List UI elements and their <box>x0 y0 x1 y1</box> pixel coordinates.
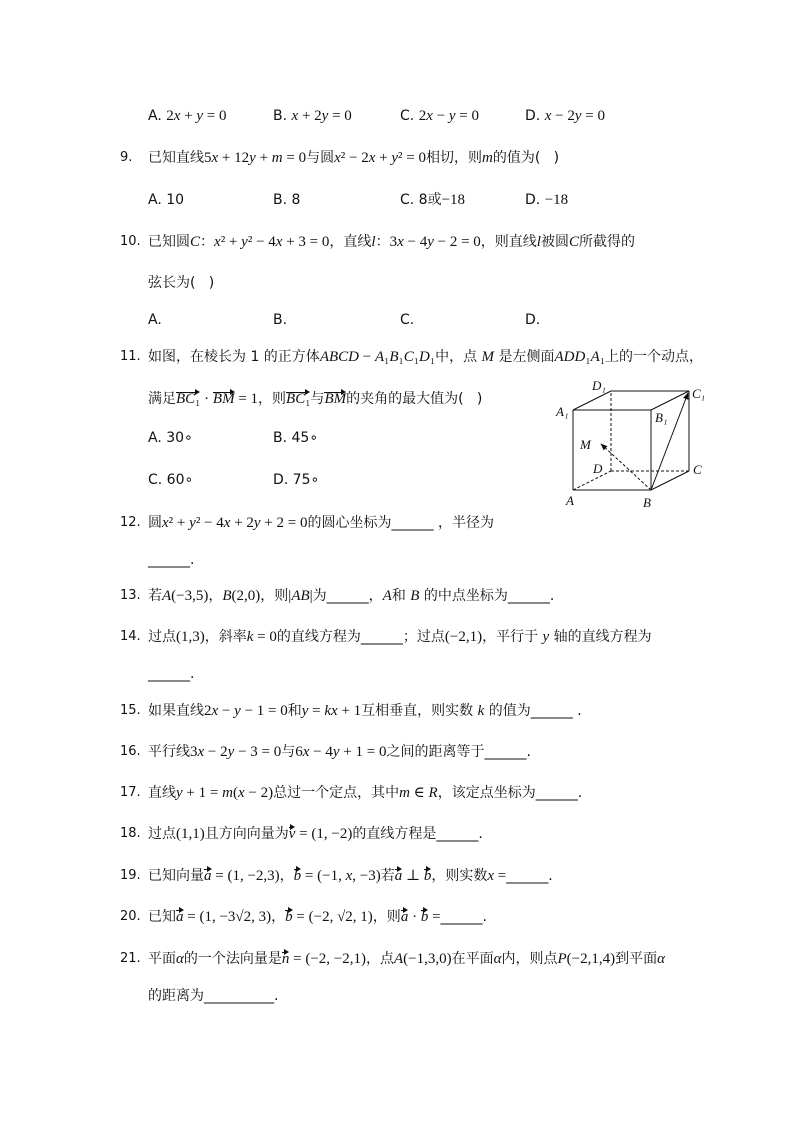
math-variable: A <box>590 349 600 365</box>
question-number: 20. <box>120 909 141 924</box>
text-segment: ，则 <box>258 391 287 407</box>
question-number: 14. <box>120 629 141 644</box>
text-segment: 已知向量 <box>148 868 204 884</box>
math-segment: ADD₁A₁ <box>554 349 605 365</box>
text-segment: 的值为( ) <box>492 150 560 166</box>
math-segment <box>190 234 200 250</box>
q10-stem-line-1 <box>148 231 635 253</box>
math-segment: 2x + y = 0 <box>166 108 227 124</box>
math-variable: a <box>394 868 403 884</box>
math-variable: k <box>477 703 485 719</box>
question-number: 10. <box>120 234 141 249</box>
q8-option-c <box>400 105 479 127</box>
math-segment <box>176 951 184 967</box>
q11-stem-line-1 <box>148 346 703 368</box>
text-segment: ： <box>200 234 215 250</box>
label-d1: D₁ <box>592 378 606 393</box>
text-segment: D. <box>525 192 545 208</box>
edge-b1c1 <box>651 391 689 410</box>
q9-option-b <box>273 189 300 211</box>
text-segment: B. 45∘ <box>273 430 319 446</box>
q10-option-b <box>273 309 287 331</box>
q8-option-a <box>148 105 227 127</box>
q14-stem-line-1 <box>148 626 652 648</box>
math-variable: b <box>420 909 429 925</box>
math-variable: y <box>427 234 434 250</box>
text-segment: 相切，则 <box>426 150 483 166</box>
math-segment: = 1 <box>234 391 259 407</box>
math-variable: R <box>428 785 438 801</box>
math-variable: BM <box>324 391 347 407</box>
math-segment: 6x − 4y + 1 = 0 <box>295 744 387 760</box>
math-variable: A <box>374 349 385 365</box>
math-variable: y <box>448 108 456 124</box>
q9-stem-line <box>148 147 559 169</box>
math-variable: BC <box>286 391 306 407</box>
math-segment: = (1, −3√2, 3) <box>183 909 272 925</box>
q14-stem-line-2 <box>148 663 194 685</box>
text-segment: 和 <box>287 703 302 719</box>
text-segment: 的直线方程是______. <box>352 826 483 842</box>
text-segment: 内，则点 <box>501 951 558 967</box>
math-variable: v <box>288 826 296 842</box>
text-segment: 已知直线 <box>148 150 204 166</box>
math-variable: C <box>190 234 201 250</box>
math-variable: A <box>162 588 172 604</box>
math-segment: |AB| <box>288 588 313 604</box>
hidden-edge-ad <box>573 471 611 490</box>
math-variable: y <box>189 515 196 531</box>
math-variable: A <box>394 951 404 967</box>
q15-stem-line <box>148 700 582 722</box>
text-segment: C. <box>400 108 419 124</box>
label-a: A <box>566 493 574 508</box>
math-variable: x <box>211 150 219 166</box>
text-segment: C. 60∘ <box>148 472 194 488</box>
math-segment: 3x − 4y − 2 = 0 <box>389 234 481 250</box>
q10-stem-line-2 <box>148 272 214 294</box>
text-segment: B. <box>273 108 292 124</box>
math-segment: m ∈ R <box>399 785 438 801</box>
math-segment: = (1, −2,3) <box>211 868 280 884</box>
math-segment: P(−2,1,4) <box>557 951 616 967</box>
math-variable: k <box>246 629 254 645</box>
vector-segment <box>289 823 296 845</box>
math-variable: y <box>241 234 248 250</box>
math-segment: A(−1,3,0) <box>394 951 452 967</box>
q9-option-a <box>148 189 184 211</box>
math-variable: x <box>173 108 181 124</box>
text-segment: ， <box>208 588 223 604</box>
question-number: 17. <box>120 785 141 800</box>
math-segment: y = kx + 1 <box>301 703 362 719</box>
text-segment: 的圆心坐标为______ ，半径为 <box>307 515 494 531</box>
math-variable: P <box>557 951 567 967</box>
math-variable: a <box>176 909 184 925</box>
q11-stem-line-2 <box>148 388 482 410</box>
text-segment: 的中点坐标为______. <box>419 588 555 604</box>
math-segment: (−2,1) <box>444 629 483 645</box>
math-segment: = <box>428 909 441 925</box>
text-segment: ，则直线 <box>480 234 537 250</box>
math-variable: B <box>410 588 420 604</box>
q9-option-c <box>400 189 465 211</box>
text-segment: A. 10 <box>148 192 185 208</box>
math-variable: n <box>281 951 290 967</box>
q8-option-b <box>273 105 352 127</box>
math-variable: B <box>222 588 232 604</box>
q21-stem-line-1 <box>148 948 665 970</box>
text-segment: 为______， <box>312 588 383 604</box>
text-segment: ______. <box>148 552 195 568</box>
text-segment: 与 <box>281 744 296 760</box>
math-variable: a <box>204 868 212 884</box>
label-b1: B₁ <box>655 410 668 425</box>
math-variable: C <box>403 349 414 365</box>
text-segment: 与 <box>310 391 325 407</box>
text-segment: 轴的直线方程为 <box>549 629 652 645</box>
q11-option-d <box>273 469 319 491</box>
math-variable: y <box>332 744 340 760</box>
math-segment: · <box>408 909 421 925</box>
math-segment <box>482 150 493 166</box>
math-variable: y <box>301 703 309 719</box>
math-variable: BM <box>212 391 235 407</box>
math-segment: −18 <box>441 192 466 208</box>
q10-option-d <box>525 309 540 331</box>
math-variable: B <box>389 349 399 365</box>
math-variable: x <box>426 108 433 124</box>
math-variable: C <box>568 234 579 250</box>
math-segment: −18 <box>544 192 569 208</box>
math-variable: y <box>574 108 582 124</box>
text-segment: 之间的距离等于______. <box>386 744 531 760</box>
q11-option-a <box>148 427 193 449</box>
text-segment: C. 8或 <box>400 192 442 208</box>
math-variable: x <box>237 785 245 801</box>
math-segment: A(−3,5) <box>162 588 209 604</box>
vector-segment <box>324 388 346 410</box>
math-segment: x − 2y = 0 <box>544 108 605 124</box>
math-segment: 5x + 12y + m = 0 <box>204 150 307 166</box>
text-segment: A. <box>148 312 162 328</box>
question-number: 13. <box>120 588 141 603</box>
math-segment: (1,1) <box>176 826 205 842</box>
text-segment: ，直线 <box>329 234 372 250</box>
text-segment: ，平行于 <box>482 629 543 645</box>
math-segment: x² + y² − 4x + 3 = 0 <box>214 234 330 250</box>
math-variable: x <box>544 108 552 124</box>
text-segment: ： <box>375 234 390 250</box>
text-segment: C. <box>400 312 415 328</box>
math-variable: b <box>423 868 432 884</box>
question-number: 12. <box>120 515 141 530</box>
text-segment: D. 75∘ <box>273 472 320 488</box>
math-variable: x <box>368 150 376 166</box>
math-segment: · <box>200 391 213 407</box>
text-segment: D. <box>525 312 541 328</box>
q20-stem-line <box>148 906 487 928</box>
label-d: D <box>593 461 603 476</box>
math-variable: y <box>253 515 261 531</box>
vector-segment: BC₁ <box>286 388 310 410</box>
math-variable: y <box>249 150 256 166</box>
question-number: 19. <box>120 868 141 883</box>
math-segment: = (−1, x, −3) <box>301 868 381 884</box>
vector-segment <box>401 906 409 928</box>
text-segment: 的夹角的最大值为( ) <box>346 391 483 407</box>
math-variable: x <box>162 515 169 531</box>
question-number: 21. <box>120 951 141 966</box>
math-segment: x² + y² − 4x + 2y + 2 = 0 <box>162 515 308 531</box>
math-variable: y <box>227 744 235 760</box>
text-segment: 平面 <box>148 951 176 967</box>
math-segment: B(2,0) <box>222 588 261 604</box>
text-segment: ， <box>271 909 286 925</box>
math-variable: ABCD <box>319 349 359 365</box>
math-variable: l <box>536 234 541 250</box>
math-segment: k = 0 <box>246 629 277 645</box>
math-variable: A <box>382 588 392 604</box>
label-c1: C₁ <box>692 386 706 401</box>
math-variable: x <box>197 744 205 760</box>
math-variable: m <box>399 785 410 801</box>
text-segment: ______. <box>148 666 195 682</box>
math-variable: x <box>334 150 341 166</box>
text-segment: ，则 <box>372 909 401 925</box>
text-segment: B. 8 <box>273 192 301 208</box>
text-segment: 互相垂直，则实数 <box>361 703 478 719</box>
math-variable: x <box>214 234 221 250</box>
text-segment: 和 <box>391 588 411 604</box>
edge-a1d1 <box>573 391 611 410</box>
q13-stem-line <box>148 585 554 607</box>
q19-stem-line <box>148 865 553 887</box>
math-segment <box>383 588 392 604</box>
text-segment: 且方向向量为 <box>204 826 289 842</box>
text-segment: D. <box>525 108 545 124</box>
math-variable: m <box>222 785 233 801</box>
text-segment: 若 <box>148 588 162 604</box>
math-segment: 3x − 2y − 3 = 0 <box>190 744 282 760</box>
text-segment: 平行线 <box>148 744 190 760</box>
math-variable: m <box>482 150 493 166</box>
q11-option-c <box>148 469 193 491</box>
text-segment: 若 <box>380 868 395 884</box>
text-segment: 所截得的 <box>578 234 635 250</box>
text-segment: 过点 <box>148 826 176 842</box>
text-segment: 到平面 <box>615 951 658 967</box>
math-variable: x <box>302 744 310 760</box>
text-segment: 已知 <box>148 909 176 925</box>
q12-stem-line-1 <box>148 512 494 534</box>
math-variable: x <box>487 868 495 884</box>
text-segment: 满足 <box>148 391 176 407</box>
math-segment: = (1, −2) <box>295 826 353 842</box>
math-variable: x <box>291 108 299 124</box>
math-segment: x = <box>487 868 507 884</box>
math-segment: = (−2, √2, 1) <box>292 909 373 925</box>
q17-stem-line <box>148 782 582 804</box>
math-segment: = (−2, −2,1) <box>289 951 366 967</box>
math-variable: α <box>657 951 665 967</box>
label-a1: A₁ <box>556 404 569 419</box>
q12-stem-line-2 <box>148 549 194 571</box>
math-variable: a <box>400 909 409 925</box>
text-segment: 直线 <box>148 785 176 801</box>
math-segment: 2x − y − 1 = 0 <box>204 703 288 719</box>
question-number: 16. <box>120 744 141 759</box>
text-segment: ______. <box>506 868 553 884</box>
math-variable: α <box>176 951 184 967</box>
question-number: 11. <box>120 349 141 364</box>
vector-segment <box>421 906 429 928</box>
question-number: 9. <box>120 150 133 165</box>
vector-bm <box>601 444 651 490</box>
text-segment: 在平面 <box>451 951 494 967</box>
q8-option-d <box>525 105 605 127</box>
math-variable: ADD <box>554 349 586 365</box>
math-variable: m <box>271 150 283 166</box>
q10-option-a <box>148 309 162 331</box>
math-segment: 2x − y = 0 <box>418 108 479 124</box>
text-segment: 如图，在棱长为 1 的正方体 <box>148 349 320 365</box>
text-segment: A. <box>148 108 167 124</box>
math-variable: y <box>234 703 241 719</box>
text-segment: ______. <box>440 909 487 925</box>
math-segment: ⊥ <box>402 868 424 884</box>
label-b: B <box>643 495 651 510</box>
vector-segment <box>424 865 432 887</box>
math-variable: M <box>481 349 495 365</box>
math-segment: x + 2y = 0 <box>291 108 352 124</box>
text-segment: 的距离为__________. <box>148 988 279 1004</box>
math-variable: b <box>293 868 302 884</box>
text-segment: 的一个法向量是 <box>183 951 282 967</box>
math-segment <box>657 951 665 967</box>
vector-segment <box>285 906 293 928</box>
text-segment: 与圆 <box>306 150 335 166</box>
q21-stem-line-2 <box>148 985 278 1007</box>
text-segment: 总过一个定点，其中 <box>273 785 400 801</box>
text-segment: A. 30∘ <box>148 430 193 446</box>
math-segment <box>494 951 502 967</box>
math-variable: x <box>211 703 219 719</box>
math-segment: (1,3) <box>176 629 205 645</box>
math-variable: y <box>196 108 204 124</box>
math-segment <box>482 349 495 365</box>
math-variable: x <box>275 234 283 250</box>
math-variable: y <box>542 629 550 645</box>
vector-segment: BC₁ <box>176 388 200 410</box>
question-number: 15. <box>120 703 141 718</box>
math-variable: BC <box>176 391 196 407</box>
math-variable: x <box>223 515 231 531</box>
label-m: M <box>580 437 591 452</box>
text-segment: 上的一个动点， <box>604 349 703 365</box>
text-segment: 过点 <box>148 629 176 645</box>
math-variable: y <box>321 108 329 124</box>
math-variable: kx <box>324 703 338 719</box>
question-number: 18. <box>120 826 141 841</box>
math-variable: x <box>397 234 404 250</box>
math-variable: α <box>493 951 502 967</box>
text-segment: ，点 <box>366 951 394 967</box>
math-segment <box>569 234 579 250</box>
math-variable: y <box>391 150 399 166</box>
text-segment: 圆 <box>148 515 162 531</box>
math-variable: AB <box>291 588 310 604</box>
vector-segment <box>204 865 212 887</box>
vector-segment <box>395 865 403 887</box>
math-variable: y <box>176 785 183 801</box>
vector-segment <box>282 948 290 970</box>
q11-option-b <box>273 427 318 449</box>
text-segment: 的直线方程为______；过点 <box>276 629 445 645</box>
q16-stem-line <box>148 741 531 763</box>
text-segment: ，则实数 <box>431 868 488 884</box>
text-segment: 中，点 <box>435 349 482 365</box>
q9-option-d <box>525 189 568 211</box>
text-segment: ，该定点坐标为______. <box>437 785 583 801</box>
text-segment: 是左侧面 <box>494 349 555 365</box>
q18-stem-line <box>148 823 483 845</box>
vector-segment <box>213 388 235 410</box>
label-c: C <box>693 462 702 477</box>
text-segment: 如果直线 <box>148 703 204 719</box>
math-variable: D <box>419 349 430 365</box>
text-segment: 弦长为( ) <box>148 275 215 291</box>
math-segment: ABCD − A₁B₁C₁D₁ <box>319 349 436 365</box>
vector-segment <box>294 865 302 887</box>
text-segment: ， <box>279 868 294 884</box>
cube-figure <box>555 378 715 510</box>
text-segment: B. <box>273 312 288 328</box>
text-segment: 的值为______ . <box>484 703 582 719</box>
math-variable: l <box>371 234 376 250</box>
math-variable: x <box>345 868 353 884</box>
math-segment: y + 1 = m(x − 2) <box>176 785 274 801</box>
text-segment: 已知圆 <box>148 234 190 250</box>
text-segment: ，则 <box>260 588 289 604</box>
text-segment: 被圆 <box>540 234 569 250</box>
vector-segment <box>176 906 184 928</box>
q10-option-c <box>400 309 414 331</box>
text-segment: ，斜率 <box>204 629 247 645</box>
math-variable: b <box>285 909 293 925</box>
math-segment: x² − 2x + y² = 0 <box>334 150 427 166</box>
